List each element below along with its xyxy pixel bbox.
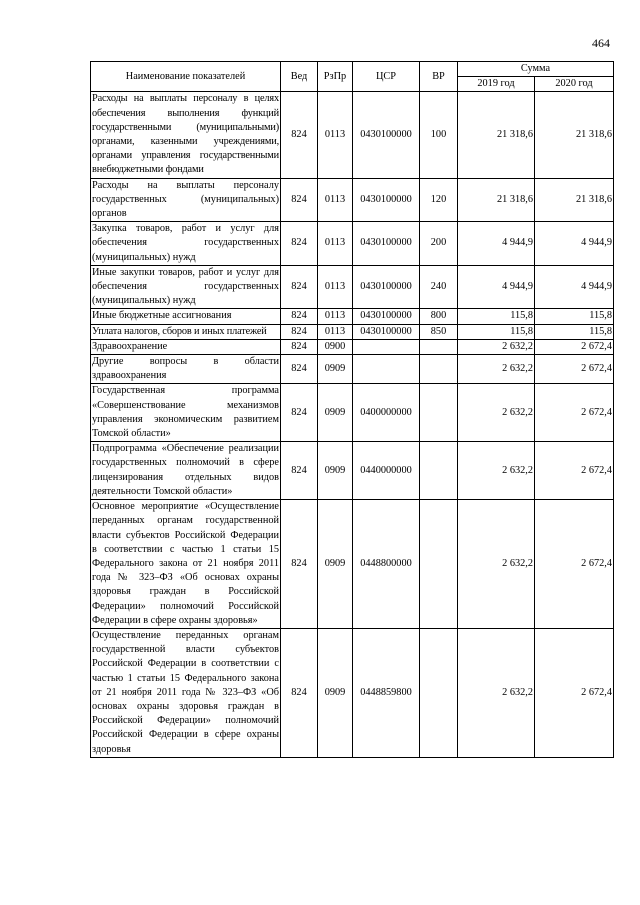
row-2019: 21 318,6: [458, 92, 535, 178]
row-2019: 115,8: [458, 324, 535, 339]
row-2019: 2 632,2: [458, 339, 535, 354]
row-csr: 0430100000: [353, 324, 420, 339]
row-2019: 2 632,2: [458, 442, 535, 500]
row-vr: 800: [420, 309, 458, 324]
budget-table: [90, 61, 614, 758]
table-row: [91, 222, 614, 266]
row-ved: 824: [281, 628, 318, 757]
table-row: [91, 265, 614, 309]
row-2020: 115,8: [535, 309, 614, 324]
row-2019: 4 944,9: [458, 222, 535, 266]
row-ved: 824: [281, 324, 318, 339]
row-csr: 0430100000: [353, 309, 420, 324]
row-2019: 115,8: [458, 309, 535, 324]
row-rzpr: 0113: [318, 178, 353, 222]
row-ved: 824: [281, 309, 318, 324]
page-number: 464: [592, 36, 610, 50]
row-csr: 0430100000: [353, 222, 420, 266]
row-name: Осуществление переданных органам государственной власти субъектов Российской Федерации в соответствии с частью 1 статьи 15 Федерального закона от 21 ноября 2011 года № 323–ФЗ «Об основах охраны здоровья граждан в Российской Федерации» полномочий Российской Федерации в сфере охраны здоровья: [91, 628, 281, 757]
row-name: Уплата налогов, сборов и иных платежей: [91, 324, 281, 339]
row-name: Иные закупки товаров, работ и услуг для обеспечения государственных (муниципальных) нужд: [91, 265, 281, 309]
header-csr: ЦСР: [353, 62, 420, 92]
row-csr: [353, 355, 420, 384]
row-2019: 2 632,2: [458, 628, 535, 757]
row-vr: [420, 384, 458, 442]
table-row: [91, 178, 614, 222]
row-vr: [420, 339, 458, 354]
row-2020: 2 672,4: [535, 339, 614, 354]
table-row: [91, 384, 614, 442]
row-csr: 0448800000: [353, 500, 420, 629]
row-vr: [420, 355, 458, 384]
row-ved: 824: [281, 178, 318, 222]
row-name: Закупка товаров, работ и услуг для обеспечения государственных (муниципальных) нужд: [91, 222, 281, 266]
table-row: [91, 442, 614, 500]
row-name: Государственная программа «Совершенствование механизмов управления экономическим развитием Томской области»: [91, 384, 281, 442]
row-ved: 824: [281, 355, 318, 384]
row-2020: 2 672,4: [535, 500, 614, 629]
row-rzpr: 0900: [318, 339, 353, 354]
row-vr: [420, 442, 458, 500]
row-name: Расходы на выплаты персоналу в целях обеспечения выполнения функций государственными (муниципальными) органами, казенными учреждениями, органами управления государственными внебюджетными фондами: [91, 92, 281, 178]
row-csr: [353, 339, 420, 354]
row-2019: 2 632,2: [458, 355, 535, 384]
row-rzpr: 0909: [318, 442, 353, 500]
row-csr: 0448859800: [353, 628, 420, 757]
row-2020: 2 672,4: [535, 355, 614, 384]
row-csr: 0440000000: [353, 442, 420, 500]
row-name: Другие вопросы в области здравоохранения: [91, 355, 281, 384]
row-csr: 0400000000: [353, 384, 420, 442]
row-name: Иные бюджетные ассигнования: [91, 309, 281, 324]
row-rzpr: 0113: [318, 222, 353, 266]
row-vr: [420, 500, 458, 629]
row-csr: 0430100000: [353, 265, 420, 309]
row-rzpr: 0909: [318, 500, 353, 629]
row-rzpr: 0113: [318, 324, 353, 339]
row-ved: 824: [281, 384, 318, 442]
row-vr: 120: [420, 178, 458, 222]
row-name: Основное мероприятие «Осуществление переданных органам государственной власти субъектов Российской Федерации в соответствии с частью 1 статьи 15 Федерального закона от 21 ноября 2011 года № 323–ФЗ «Об основах охраны здоровья граждан в Российской Федерации» полномочий Российской Федерации в сфере охраны здоровья»: [91, 500, 281, 629]
row-vr: 200: [420, 222, 458, 266]
table-row: [91, 628, 614, 757]
table-row: [91, 500, 614, 629]
row-ved: 824: [281, 500, 318, 629]
header-sum: Сумма: [458, 62, 614, 77]
row-vr: 100: [420, 92, 458, 178]
header-rzpr: РзПр: [318, 62, 353, 92]
row-2019: 21 318,6: [458, 178, 535, 222]
row-2020: 21 318,6: [535, 178, 614, 222]
header-2019: 2019 год: [458, 77, 535, 92]
row-rzpr: 0113: [318, 265, 353, 309]
row-2019: 4 944,9: [458, 265, 535, 309]
row-2019: 2 632,2: [458, 500, 535, 629]
row-name: Здравоохранение: [91, 339, 281, 354]
row-ved: 824: [281, 265, 318, 309]
row-vr: [420, 628, 458, 757]
row-2020: 115,8: [535, 324, 614, 339]
row-rzpr: 0113: [318, 309, 353, 324]
header-2020: 2020 год: [535, 77, 614, 92]
row-2019: 2 632,2: [458, 384, 535, 442]
row-2020: 21 318,6: [535, 92, 614, 178]
row-rzpr: 0909: [318, 355, 353, 384]
row-2020: 4 944,9: [535, 265, 614, 309]
table-row: [91, 92, 614, 178]
header-name: Наименование показателей: [91, 62, 281, 92]
row-2020: 2 672,4: [535, 384, 614, 442]
header-ved: Вед: [281, 62, 318, 92]
row-2020: 2 672,4: [535, 628, 614, 757]
table-row: [91, 309, 614, 324]
row-vr: 850: [420, 324, 458, 339]
table-row: [91, 355, 614, 384]
row-rzpr: 0113: [318, 92, 353, 178]
row-csr: 0430100000: [353, 92, 420, 178]
row-ved: 824: [281, 442, 318, 500]
row-2020: 4 944,9: [535, 222, 614, 266]
row-ved: 824: [281, 339, 318, 354]
row-rzpr: 0909: [318, 384, 353, 442]
table-row: [91, 324, 614, 339]
row-csr: 0430100000: [353, 178, 420, 222]
header-vr: ВР: [420, 62, 458, 92]
row-rzpr: 0909: [318, 628, 353, 757]
table-row: [91, 339, 614, 354]
row-name: Подпрограмма «Обеспечение реализации государственных полномочий в сфере лицензирования отдельных видов деятельности Томской области»: [91, 442, 281, 500]
row-vr: 240: [420, 265, 458, 309]
row-ved: 824: [281, 92, 318, 178]
row-name: Расходы на выплаты персоналу государственных (муниципальных) органов: [91, 178, 281, 222]
row-ved: 824: [281, 222, 318, 266]
row-2020: 2 672,4: [535, 442, 614, 500]
